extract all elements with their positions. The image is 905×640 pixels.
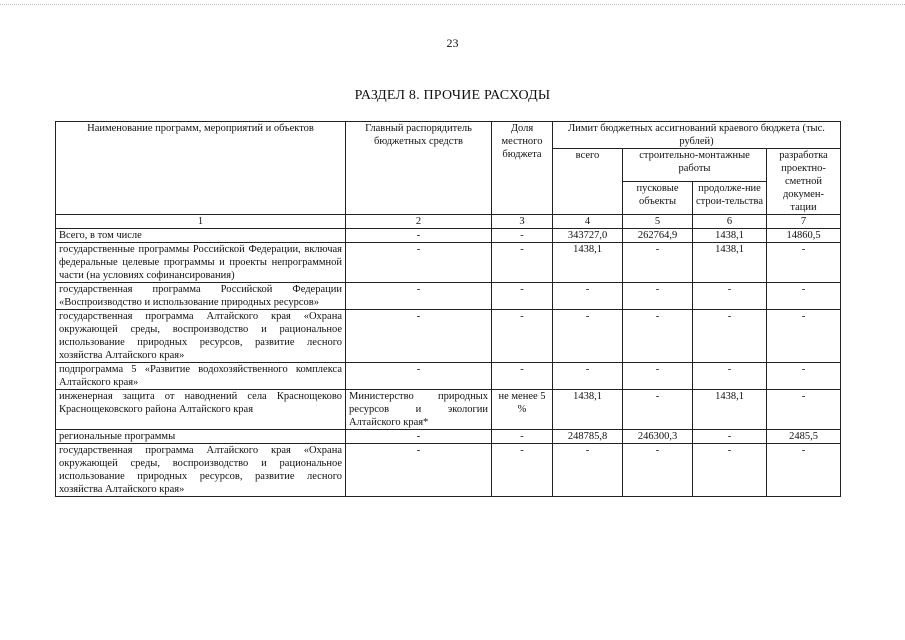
row-total: 1438,1 — [553, 243, 623, 283]
row-total: - — [553, 363, 623, 390]
row-share: - — [492, 430, 553, 444]
row-launch: 246300,3 — [623, 430, 693, 444]
header-distributor: Главный распорядитель бюджетных средств — [346, 122, 492, 215]
row-continued: - — [693, 430, 767, 444]
row-launch: - — [623, 390, 693, 430]
row-launch: 262764,9 — [623, 229, 693, 243]
row-launch: - — [623, 310, 693, 363]
row-name: инженерная защита от наводнений села Краснощеково Краснощековского района Алтайского края — [56, 390, 346, 430]
row-distributor: - — [346, 444, 492, 497]
row-design: - — [767, 390, 841, 430]
row-distributor: - — [346, 283, 492, 310]
row-continued: - — [693, 363, 767, 390]
row-launch: - — [623, 363, 693, 390]
row-design: - — [767, 243, 841, 283]
table-row — [56, 310, 841, 363]
row-name: государственная программа Алтайского края «Охрана окружающей среды, воспроизводство и рациональное использование природных ресурсов, развитие лесного хозяйства Алтайского края» — [56, 310, 346, 363]
row-name: подпрограмма 5 «Развитие водохозяйственного комплекса Алтайского края» — [56, 363, 346, 390]
row-launch: - — [623, 243, 693, 283]
row-launch: - — [623, 283, 693, 310]
row-total: - — [553, 444, 623, 497]
row-launch: - — [623, 444, 693, 497]
header-local-share: Доля местного бюджета — [492, 122, 553, 215]
row-continued: - — [693, 283, 767, 310]
row-total: - — [553, 283, 623, 310]
row-continued: 1438,1 — [693, 229, 767, 243]
row-continued: 1438,1 — [693, 243, 767, 283]
row-share: - — [492, 310, 553, 363]
row-share: - — [492, 283, 553, 310]
row-share: - — [492, 444, 553, 497]
table-row — [56, 243, 841, 283]
row-design: 14860,5 — [767, 229, 841, 243]
row-share: - — [492, 363, 553, 390]
row-total: 343727,0 — [553, 229, 623, 243]
column-number: 5 — [623, 215, 693, 229]
row-design: - — [767, 283, 841, 310]
table-row — [56, 229, 841, 243]
row-total: 248785,8 — [553, 430, 623, 444]
column-number: 4 — [553, 215, 623, 229]
header-limit: Лимит бюджетных ассигнований краевого бюджета (тыс. рублей) — [553, 122, 841, 149]
header-construction: строительно-монтажные работы — [623, 149, 767, 182]
row-continued: - — [693, 310, 767, 363]
header-launch: пусковые объекты — [623, 182, 693, 215]
column-number: 3 — [492, 215, 553, 229]
column-number: 6 — [693, 215, 767, 229]
table-row — [56, 430, 841, 444]
table-row — [56, 444, 841, 497]
row-name: региональные программы — [56, 430, 346, 444]
row-name: Всего, в том числе — [56, 229, 346, 243]
row-total: - — [553, 310, 623, 363]
row-continued: - — [693, 444, 767, 497]
row-share: - — [492, 229, 553, 243]
page-number: 23 — [446, 36, 459, 50]
header-total: всего — [553, 149, 623, 215]
row-design: - — [767, 363, 841, 390]
header-design: разработка проектно-сметной докумен-тации — [767, 149, 841, 215]
column-number: 1 — [56, 215, 346, 229]
scan-edge-line — [0, 4, 905, 6]
column-number: 2 — [346, 215, 492, 229]
table-row — [56, 390, 841, 430]
row-name: государственная программа Алтайского края «Охрана окружающей среды, воспроизводство и рациональное использование природных ресурсов, развитие лесного хозяйства Алтайского края» — [56, 444, 346, 497]
row-name: государственная программа Российской Федерации «Воспроизводство и использование природных ресурсов» — [56, 283, 346, 310]
row-distributor: Министерство природных ресурсов и экологии Алтайского края* — [346, 390, 492, 430]
row-design: 2485,5 — [767, 430, 841, 444]
table-row — [56, 363, 841, 390]
row-share: - — [492, 243, 553, 283]
budget-table — [55, 121, 841, 497]
row-name: государственные программы Российской Федерации, включая федеральные целевые программы и проекты непрограммной части (на условиях софинансирования) — [56, 243, 346, 283]
section-title: РАЗДЕЛ 8. ПРОЧИЕ РАСХОДЫ — [354, 88, 551, 103]
header-continued: продолже-ние строи-тельства — [693, 182, 767, 215]
row-total: 1438,1 — [553, 390, 623, 430]
row-continued: 1438,1 — [693, 390, 767, 430]
column-number: 7 — [767, 215, 841, 229]
row-distributor: - — [346, 310, 492, 363]
table-row — [56, 283, 841, 310]
row-distributor: - — [346, 430, 492, 444]
row-distributor: - — [346, 229, 492, 243]
row-distributor: - — [346, 243, 492, 283]
row-design: - — [767, 310, 841, 363]
row-distributor: - — [346, 363, 492, 390]
row-share: не менее 5 % — [492, 390, 553, 430]
row-design: - — [767, 444, 841, 497]
header-name: Наименование программ, мероприятий и объектов — [56, 122, 346, 215]
